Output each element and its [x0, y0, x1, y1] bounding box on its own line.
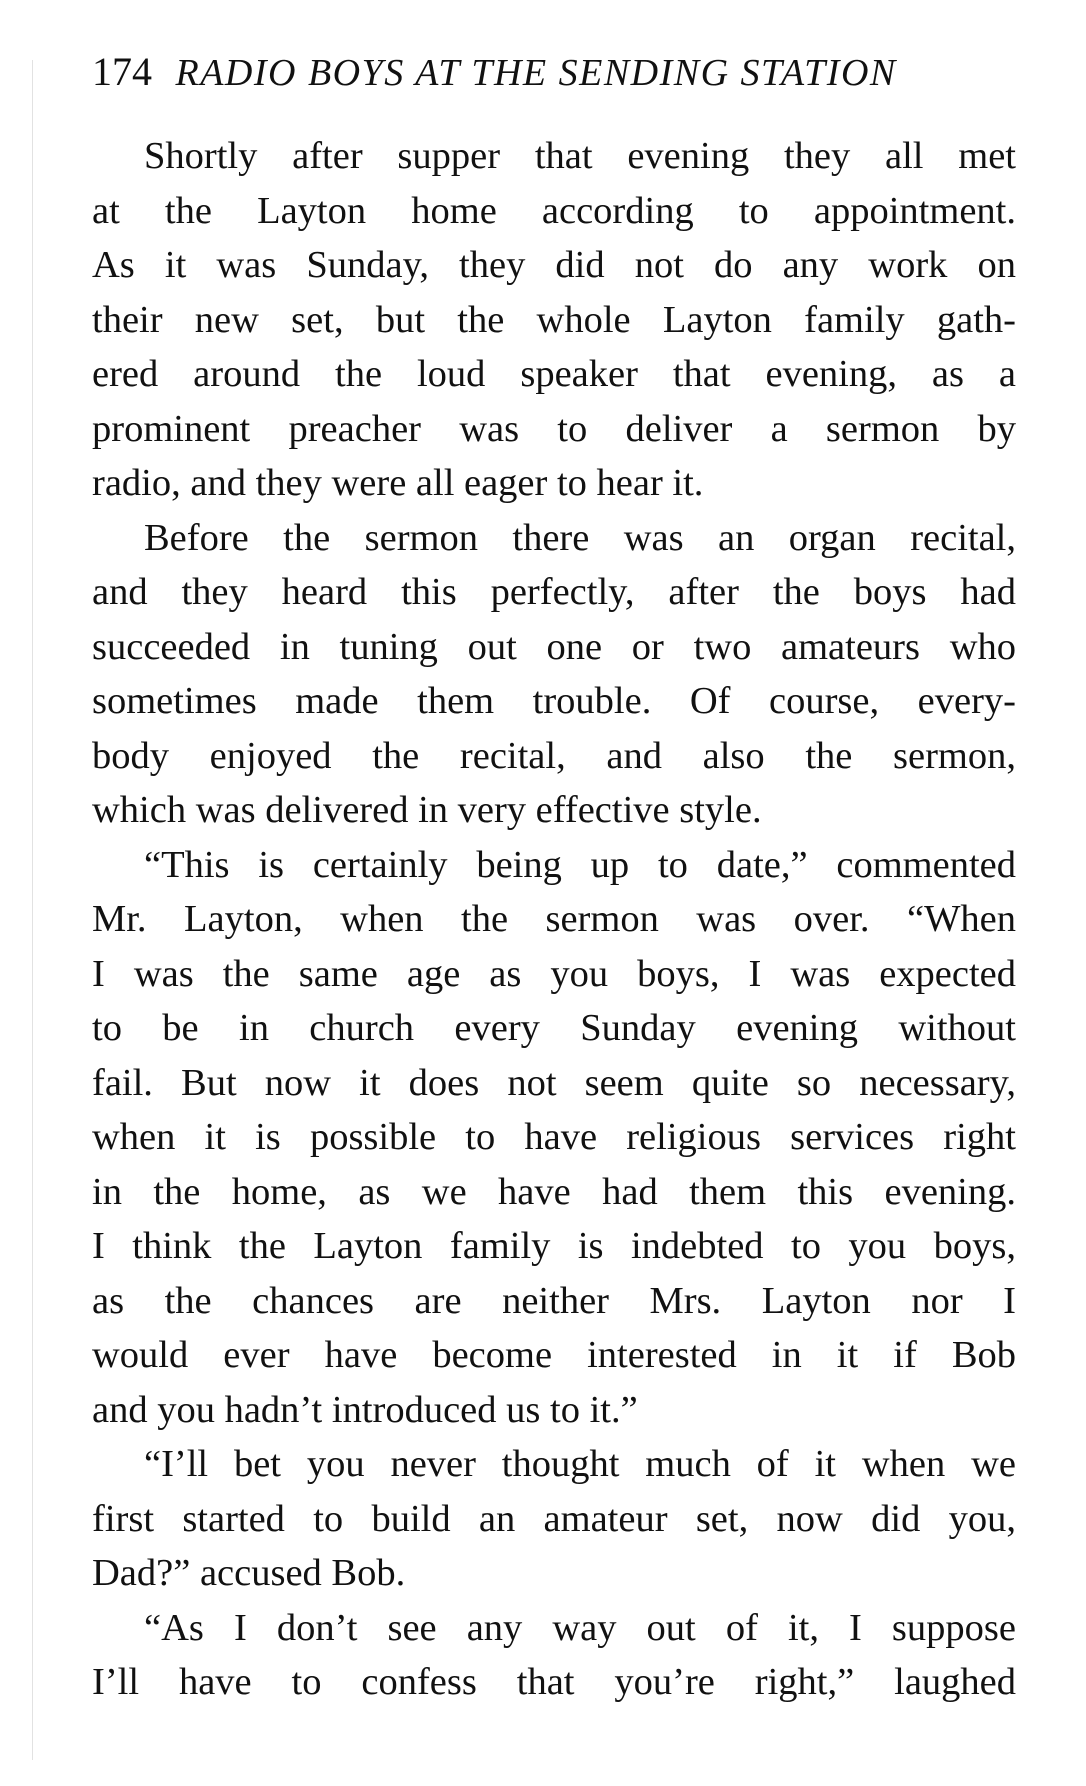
text-line: I’ll have to confess that you’re right,” laughed	[92, 1661, 1016, 1703]
body-text	[92, 129, 1016, 1710]
text-line: sometimes made them trouble. Of course, every-	[92, 680, 1016, 722]
text-line: which was delivered in very effective style.	[92, 789, 762, 831]
text-line: “I’ll bet you never thought much of it when we	[144, 1443, 1016, 1485]
text-line: Dad?” accused Bob.	[92, 1552, 406, 1594]
text-line: Shortly after supper that evening they all met	[144, 135, 1016, 177]
text-line: in the home, as we have had them this evening.	[92, 1170, 1016, 1213]
text-line: would ever have become interested in it if Bob	[92, 1334, 1016, 1376]
paragraph	[92, 1601, 1016, 1710]
paragraph	[92, 838, 1016, 1438]
text-line: ered around the loud speaker that evening, as a	[92, 353, 1016, 395]
paragraph	[92, 129, 1016, 511]
text-line: As it was Sunday, they did not do any work on	[92, 244, 1016, 286]
running-title: RADIO BOYS AT THE SENDING STATION	[175, 52, 897, 94]
text-line: as the chances are neither Mrs. Layton nor I	[92, 1279, 1016, 1322]
text-line: succeeded in tuning out one or two amateurs who	[92, 625, 1016, 668]
text-line: at the Layton home according to appointment.	[92, 189, 1016, 232]
text-line: Mr. Layton, when the sermon was over. “When	[92, 898, 1016, 940]
text-line: and they heard this perfectly, after the boys had	[92, 571, 1016, 613]
text-line: first started to build an amateur set, now did you,	[92, 1497, 1016, 1540]
text-line: prominent preacher was to deliver a sermon by	[92, 407, 1016, 450]
text-line: fail. But now it does not seem quite so necessary,	[92, 1061, 1016, 1104]
text-line: I think the Layton family is indebted to you boys,	[92, 1225, 1016, 1267]
text-line: their new set, but the whole Layton family gath-	[92, 298, 1016, 341]
text-line: Before the sermon there was an organ recital,	[144, 516, 1016, 559]
text-line: body enjoyed the recital, and also the sermon,	[92, 734, 1016, 777]
text-line: to be in church every Sunday evening without	[92, 1007, 1016, 1049]
text-line: I was the same age as you boys, I was expected	[92, 952, 1016, 995]
page-header	[92, 42, 1016, 102]
text-line: when it is possible to have religious services right	[92, 1116, 1016, 1158]
paragraph	[92, 511, 1016, 838]
text-line: “As I don’t see any way out of it, I suppose	[144, 1606, 1016, 1649]
page-number: 174	[92, 49, 152, 94]
text-line: “This is certainly being up to date,” commented	[144, 843, 1016, 886]
text-line: and you hadn’t introduced us to it.”	[92, 1388, 638, 1431]
page-edge	[32, 60, 33, 1760]
text-line: radio, and they were all eager to hear it.	[92, 462, 704, 504]
paragraph	[92, 1437, 1016, 1601]
